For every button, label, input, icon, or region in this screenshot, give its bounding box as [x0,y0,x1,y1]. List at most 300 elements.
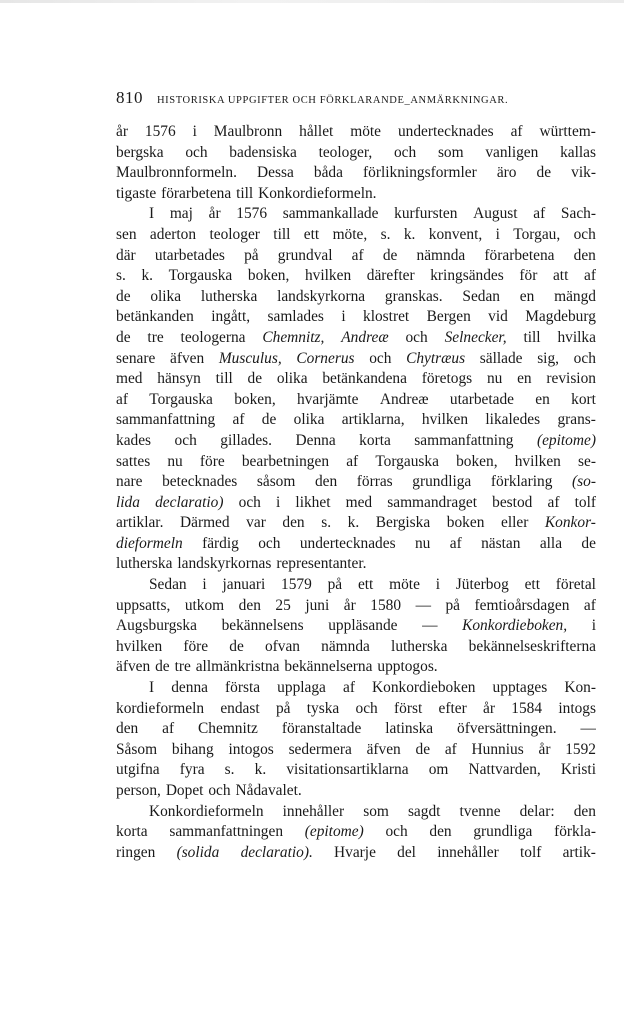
word: att [552,267,569,285]
word: af [342,679,355,697]
word: den [282,514,305,532]
word: innehåller [437,843,499,861]
word: olika [150,287,182,305]
word: de [116,287,131,305]
text-line [116,328,596,349]
text-line [116,616,596,637]
word: Maulbronnformeln. [116,164,237,182]
italic-word: lida [116,493,140,511]
word: hvilken [116,637,163,655]
word: Hvarje [334,843,376,861]
word: endast [220,699,260,717]
word: och [573,225,596,243]
word: mängd [554,287,596,305]
word: representanter. [276,555,367,573]
word: artik- [562,843,596,861]
word: företal [555,576,596,594]
word: intogos [228,740,274,758]
word: gillades. [220,431,272,449]
word: 1579 [281,576,312,594]
word: de [155,658,170,676]
word: förarbetena [484,246,555,264]
text-line [116,781,596,802]
word: en [517,370,532,388]
word: en [535,390,550,408]
word: Augsburgska [116,617,197,635]
word: och [355,699,378,717]
italic-word: Konkordieboken, [462,617,568,635]
word: nare [116,473,143,491]
word: femtioårsdagen [474,596,570,614]
word: som [437,143,464,161]
word: sammankallade [282,205,379,223]
word: artiklar. [116,514,164,532]
word: och [238,493,261,511]
word: möte [350,123,382,140]
word: år [343,596,356,614]
word: upptogos. [377,658,438,676]
word: k. [141,267,154,285]
word: boken, [234,390,276,408]
word: ringen [116,843,156,861]
word: såsom [256,473,296,491]
word: s. [321,514,332,532]
text-line [116,349,596,370]
word: och [174,431,197,449]
word: af [547,493,560,511]
word: aderton [149,225,197,243]
word: och [405,328,428,346]
word: grundval [277,246,333,264]
word: uppsatts, [116,596,171,614]
word: på [327,576,343,594]
text-line [116,266,596,287]
word: 1576 [144,123,176,140]
word: af [351,246,364,264]
text-line [116,760,596,781]
word: i [495,225,500,243]
word: Bergiska [375,514,431,532]
text-line [116,554,596,575]
word: af [583,267,596,285]
word: af [533,205,546,223]
word: den [116,720,139,738]
word: boken, [456,452,498,470]
word: ett [357,576,374,594]
text-line [116,410,596,431]
word: revision [546,370,596,388]
word: Nådavalet. [235,782,302,799]
word: kallas [560,143,596,161]
italic-word: (so- [572,473,596,491]
word: förarbetena [161,184,232,202]
word: lutherska [116,555,173,573]
word: före [199,452,225,470]
italic-word: Selnecker, [444,328,507,346]
word: år [208,205,221,223]
word: i [435,576,440,594]
word: badensiska [229,143,297,161]
italic-word: (solida [176,843,220,861]
word: hvilken [514,452,561,470]
word: eller [500,514,529,532]
word: hållet [299,123,334,140]
word: person, [116,782,161,799]
word: de [382,246,398,264]
word: konvent, [428,225,483,243]
word: del [397,843,416,861]
text-line [116,246,596,267]
word: förkla- [554,823,596,841]
word: de [261,411,277,429]
text-line [116,493,596,514]
word: af [116,390,128,408]
word: de [247,370,263,388]
text-line [116,843,596,864]
word: innehåller [282,802,345,820]
word: båda [313,164,343,182]
word: därefter [366,267,415,285]
word: Andreæ [379,390,429,408]
word: de [116,328,131,346]
word: af [232,411,245,429]
word: i [202,576,207,594]
word: Konkordieformeln [149,802,264,820]
word: grundliga [473,823,533,841]
word: Sach- [560,205,596,223]
word: Konkordieformeln. [258,184,377,202]
italic-word: Andreæ [341,328,389,346]
word: till [523,328,541,346]
word: öfversättningen. [457,720,557,738]
word: företogs [421,370,473,388]
text-line [116,143,596,164]
word: äfven [116,658,151,676]
word: betänkanden [116,308,194,326]
word: de [536,164,552,182]
word: nu [167,452,183,470]
word: på [445,596,461,614]
word: tyska [306,699,340,717]
word: hvilken [304,267,352,285]
word: Bergen [426,308,471,326]
word: August [473,205,518,223]
word: sedermera [288,740,352,758]
word: korta [359,431,391,449]
word: boken, [247,267,290,285]
text-line [116,472,596,493]
word: Såsom [116,740,158,758]
word: uppläsande [328,617,398,635]
word: kordieformeln [116,699,205,717]
word: denna [171,679,208,697]
word: och [208,782,231,799]
word: sammanfattningen [169,823,284,841]
word: äfven [366,740,401,758]
page-number: 810 [116,88,143,107]
text-line [116,369,596,390]
word: af [346,452,359,470]
running-head [116,88,596,110]
word: Chemnitz [198,720,258,738]
word: 1592 [565,740,596,758]
text-line [116,637,596,658]
text-line [116,431,596,452]
text-line [116,534,596,555]
word: s. [380,225,391,243]
word: samlades [267,308,324,326]
word: förklaring [490,473,553,491]
word: med [116,370,143,388]
word: tvenne [459,802,501,820]
word: boken [446,514,485,532]
word: Nattvarden, [468,761,541,779]
word: bekännelseskrifterna [468,637,596,655]
word: de [581,534,596,552]
word: år [538,740,551,758]
word: i [591,617,596,635]
word: den [573,802,596,820]
word: en [519,287,535,305]
text-line [116,204,596,225]
word: grans- [557,411,596,429]
word: olika [276,370,308,388]
word: sammanfattning [116,411,216,429]
italic-word: Konkor- [544,514,596,532]
word: utarbetade [449,390,514,408]
word: sagdt [407,802,441,820]
word: nästan [481,534,521,552]
word: tre [147,328,164,346]
word: betecknades [162,473,238,491]
word: likaledes [485,411,541,429]
word: visitationsartiklarna [286,761,409,779]
word: färdig [202,534,239,552]
word: sig, [537,349,559,367]
word: utarbetades [154,246,225,264]
word: förlikningsformler [363,164,477,182]
word: korta [116,823,148,841]
word: kort [571,390,596,408]
word: vid [488,308,508,326]
word: 1580 [370,596,402,614]
word: där [116,246,136,264]
word: af [444,740,457,758]
italic-word: Cornerus [296,349,355,367]
word: den [429,823,452,841]
word: Dessa [257,164,294,182]
word: juni [305,596,330,614]
word: Maulbronn [213,123,283,140]
text-line [116,513,596,534]
text-line [116,699,596,720]
word: äfven [169,349,205,367]
text-line [116,596,596,617]
word: Torgauska [149,390,213,408]
word: till [236,184,254,202]
word: sammandraget [387,493,478,511]
word: de [229,637,244,655]
word: utgifna [116,761,160,779]
word: år [116,123,128,140]
word: k. [403,225,416,243]
word: med [345,493,373,511]
word: undertecknades [299,534,396,552]
word: Magdeburg [525,308,596,326]
word: första [225,679,261,697]
word: klostret [363,308,410,326]
word: först [394,699,423,717]
word: tolf [519,843,542,861]
word: före [183,637,209,655]
word: Konkordieboken [372,679,476,697]
word: på [275,699,291,717]
word: i [276,493,281,511]
word: 1584 [511,699,543,717]
word: och [573,349,596,367]
word: utkom [184,596,225,614]
word: — [415,596,431,614]
word: om [428,761,449,779]
word: nämnda [416,246,466,264]
word: sattes [116,452,151,470]
word: — [580,720,596,738]
word: k. [347,514,360,532]
word: württem- [539,123,596,140]
word: Kristi [560,761,596,779]
text-line [116,575,596,596]
word: kringsändes [430,267,504,285]
italic-word: declaratio). [240,843,313,861]
word: af [449,534,462,552]
word: den [573,246,596,264]
text-line [116,390,596,411]
word: och [258,534,281,552]
word: den [238,596,261,614]
word: bergska [116,143,164,161]
word: i [341,308,346,326]
word: och [185,143,208,161]
text-line [116,678,596,699]
word: år [483,699,495,717]
word: — [422,617,438,635]
text-line [116,822,596,843]
word: bearbetningen [241,452,330,470]
word: 1576 [236,205,268,223]
word: s. [224,761,235,779]
word: på [244,246,259,264]
word: möte [389,576,420,594]
word: granskas. [384,287,443,305]
word: upplaga [277,679,326,697]
italic-word: dieformeln [116,534,183,552]
text-line [116,163,596,184]
word: hvilka [557,328,596,346]
word: intogs [558,699,596,717]
word: Sedan [462,287,501,305]
text-line [116,287,596,308]
word: sammanfattning [414,431,514,449]
italic-word: Chemnitz, [262,328,325,346]
word: Torgauska [375,452,439,470]
scan-top-edge [0,0,624,3]
word: maj [169,205,193,223]
word: 25 [275,596,291,614]
word: teologer [209,225,260,243]
word: ingått, [211,308,251,326]
word: Dopet [165,782,204,799]
word: fyra [179,761,205,779]
text-line [116,122,596,143]
word: Därmed [180,514,230,532]
text-line [116,802,596,823]
word: teologerna [180,328,246,346]
word: ofvan [264,637,300,655]
word: tre [174,658,191,676]
word: efter [438,699,467,717]
word: Denna [295,431,336,449]
word: landskyrkorna [277,287,366,305]
word: nu [414,534,431,552]
word: bestod [492,493,533,511]
italic-word: declaratio) [155,493,224,511]
word: Sedan [149,576,187,594]
running-title: HISTORISKA UPPGIFTER OCH FÖRKLARANDE_ANMÄRKNINGAR. [157,95,509,106]
word: den [314,473,338,491]
word: hänsyn [157,370,201,388]
word: bekännelsens [221,617,304,635]
word: hvarjämte [296,390,359,408]
word: nu [486,370,503,388]
italic-word: (epitome) [304,823,364,841]
text-line [116,657,596,678]
word: vik- [571,164,596,182]
word: vanligen [485,143,539,161]
word: I [149,679,155,697]
word: senare [116,349,156,367]
word: de [415,740,431,758]
text-line [116,225,596,246]
word: möte, [332,225,368,243]
text-line [116,740,596,761]
word: lutherska [200,287,258,305]
word: och [393,143,417,161]
word: olika [293,411,325,429]
word: betänkandena [322,370,407,388]
word: landskyrkornas [177,555,272,573]
text-line [116,184,596,205]
word: artiklarna, [341,411,405,429]
word: kurfursten [394,205,458,223]
word: allmänkristna [195,658,280,676]
word: Torgauska [168,267,233,285]
word: var [246,514,266,532]
word: af [510,123,523,140]
word: s. [116,267,126,285]
word: Kon- [564,679,596,697]
word: k. [254,761,267,779]
word: för [519,267,538,285]
word: ett [524,576,540,594]
word: latinska [385,720,434,738]
word: sällade [479,349,523,367]
word: januari [222,576,266,594]
word: delar: [519,802,555,820]
word: bekännelserna [284,658,373,676]
word: förras [356,473,393,491]
word: i [192,123,197,140]
word: ett [303,225,320,243]
